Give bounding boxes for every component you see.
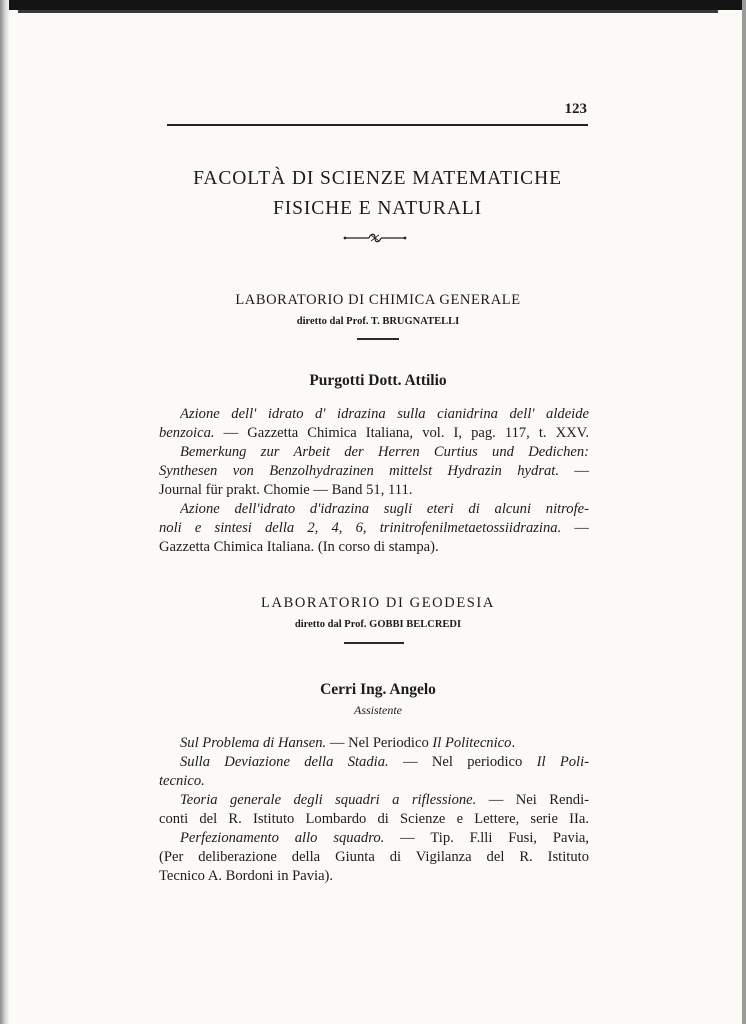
citation-line: Perfezionamento allo squadro. — Tip. F.lli Fusi, Pavia, [180,830,589,846]
section-rule [357,338,399,340]
citation-line: Azione dell'idrato d'idrazina sugli eteri di alcuni nitrofe- [180,501,589,517]
citation-line: Synthesen von Benzolhydrazinen mittelst Hydrazin hydrat. — [159,463,589,479]
ornament-divider [343,232,407,244]
author-role: Assistente [354,703,402,717]
page-number: 123 [564,101,587,117]
citation-line: benzoica. — Gazzetta Chimica Italiana, vol. I, pag. 117, t. XXV. [159,425,589,441]
citation-line: (Per deliberazione della Giunta di Vigilanza del R. Istituto [159,849,589,865]
faculty-title-line1: FACOLTÀ DI SCIENZE MATEMATICHE [193,168,562,189]
faculty-title-line2: FISICHE E NATURALI [272,198,483,219]
lab-director-geodesia: diretto dal Prof. GOBBI BELCREDI [294,619,462,630]
citation-line: Bemerkung zur Arbeit der Herren Curtius und Dedichen: [180,444,589,460]
author-cerri: Cerri Ing. Angelo [320,681,436,698]
citation-line: Teoria generale degli squadri a riflessione. — Nei Rendi- [180,792,589,808]
citation-line: conti del R. Istituto Lombardo di Scienze e Lettere, serie IIa. [159,811,589,827]
scan-top-border [0,0,746,10]
author-purgotti: Purgotti Dott. Attilio [309,372,447,389]
lab-director-chimica: diretto dal Prof. T. BRUGNATELLI [296,316,460,327]
citation-line: tecnico. [159,773,205,789]
lab-heading-geodesia: LABORATORIO DI GEODESIA [261,595,495,611]
citation-line: noli e sintesi della 2, 4, 6, trinitrofenilmetaetossiidrazina. — [159,520,589,536]
citation-line: Sul Problema di Hansen. — Nel Periodico Il Politecnico. [180,735,516,751]
scan-top-shadow [18,10,718,13]
header-rule [167,124,588,126]
lab-heading-chimica: LABORATORIO DI CHIMICA GENERALE [235,292,521,308]
citation-line: Sulla Deviazione della Stadia. — Nel periodico Il Poli- [180,754,589,770]
section-rule [344,642,404,644]
citation-line: Azione dell' idrato d' idrazina sulla cianidrina dell' aldeide [180,406,589,422]
citation-line: Journal für prakt. Chomie — Band 51, 111. [159,482,413,498]
citation-line: Gazzetta Chimica Italiana. (In corso di stampa). [159,539,439,555]
citation-line: Tecnico A. Bordoni in Pavia). [159,868,334,884]
scan-right-edge [742,0,746,1024]
scan-left-edge [0,0,9,1024]
